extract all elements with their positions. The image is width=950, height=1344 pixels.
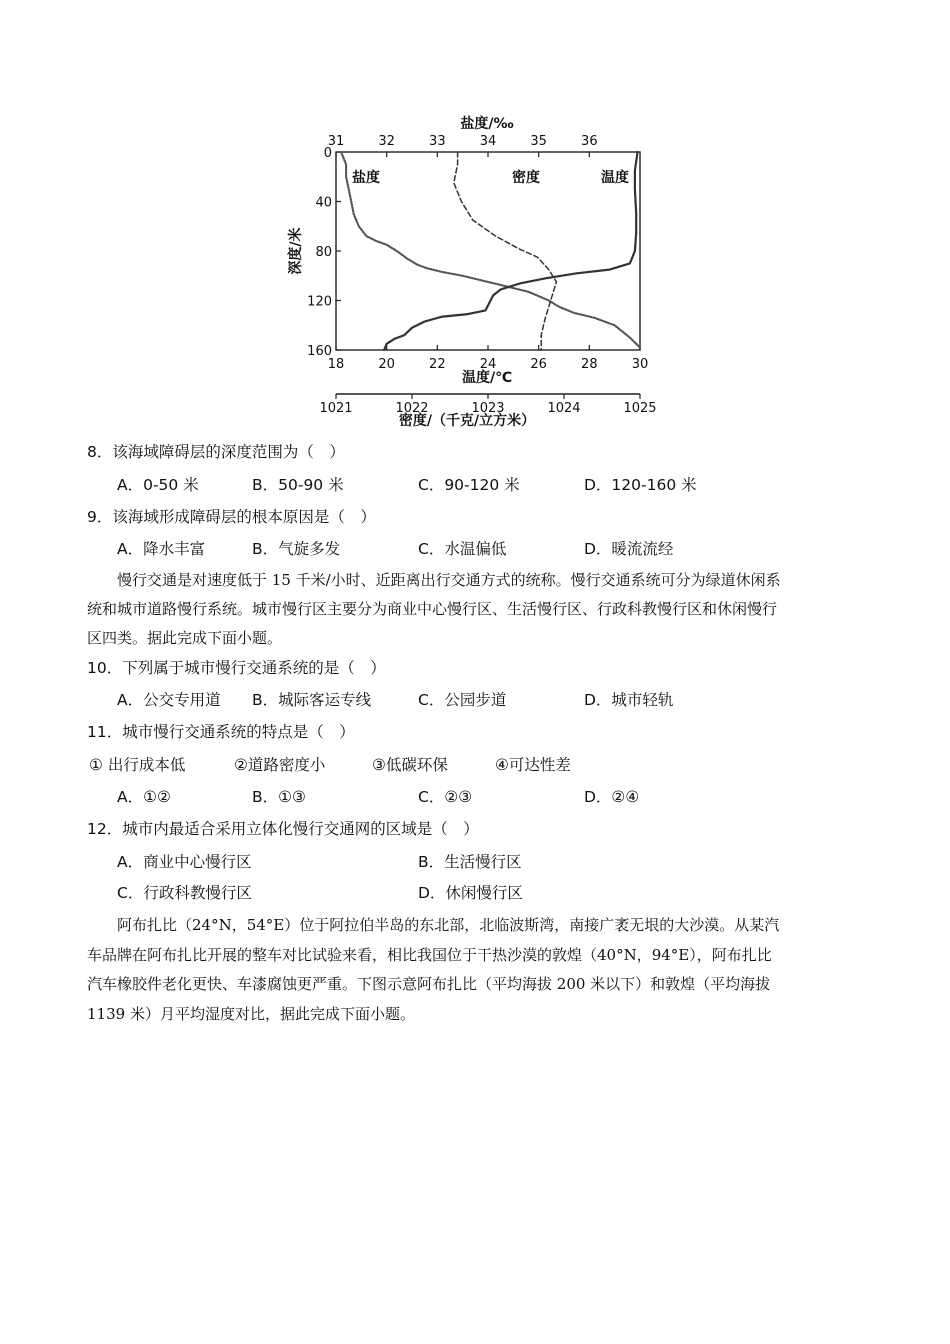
y-axis-title: 深度/米 bbox=[288, 227, 304, 275]
top-tick-label: 34 bbox=[479, 134, 497, 149]
series-label-density: 密度 bbox=[512, 170, 540, 186]
top-tick-label: 35 bbox=[530, 134, 547, 149]
q10-option-d: D．城市轻轨 bbox=[584, 691, 674, 709]
y-tick-label: 160 bbox=[307, 344, 332, 359]
q12-option-a: A．商业中心慢行区 bbox=[117, 853, 252, 871]
bottom-tick-label: 20 bbox=[378, 357, 395, 372]
q9-option-d: D．暖流流经 bbox=[584, 540, 674, 558]
q11-statement-2: ②道路密度小 bbox=[234, 756, 326, 774]
bottom-tick-label: 24 bbox=[479, 357, 497, 372]
bottom-tick-label: 26 bbox=[530, 357, 547, 372]
q10-option-c: C．公园步道 bbox=[418, 691, 507, 709]
density-axis-title: 密度/（千克/立方米） bbox=[398, 413, 536, 429]
q9-option-a: A．降水丰富 bbox=[117, 540, 206, 558]
plot-frame bbox=[336, 152, 640, 350]
passage2-line3: 汽车橡胶件老化更快、车漆腐蚀更严重。下图示意阿布扎比（平均海拔 200 米以下）和敦煌（平均海拔 bbox=[87, 975, 771, 993]
q10-option-a: A．公交专用道 bbox=[117, 691, 221, 709]
series-label-temperature: 温度 bbox=[601, 170, 629, 186]
q11-option-c: C．②③ bbox=[418, 788, 473, 806]
q9-option-b: B．气旋多发 bbox=[252, 540, 341, 558]
top-tick-label: 36 bbox=[581, 134, 598, 149]
series-label-salinity: 盐度 bbox=[352, 170, 380, 186]
top-tick-label: 33 bbox=[429, 134, 446, 149]
q11-option-d: D．②④ bbox=[584, 788, 640, 806]
salinity-line bbox=[341, 152, 640, 348]
passage1-line2: 统和城市道路慢行系统。城市慢行区主要分为商业中心慢行区、生活慢行区、行政科教慢行区和休闲慢行 bbox=[87, 600, 778, 618]
q10-option-b: B．城际客运专线 bbox=[252, 691, 372, 709]
y-tick-label: 40 bbox=[315, 195, 332, 211]
top-tick-label: 32 bbox=[378, 134, 395, 149]
q11-option-a: A．①② bbox=[117, 788, 171, 806]
passage2-line2: 车品牌在阿布扎比开展的整车对比试验来看，相比我国位于干热沙漠的敦煌（40°N，94°E），阿布扎比 bbox=[87, 946, 772, 964]
q9-option-c: C．水温偏低 bbox=[418, 540, 507, 558]
density-tick-label: 1021 bbox=[319, 401, 353, 416]
bottom-tick-label: 22 bbox=[429, 357, 446, 372]
density-tick-label: 1025 bbox=[623, 401, 657, 416]
q12-option-c: C．行政科教慢行区 bbox=[117, 884, 252, 902]
bottom-tick-label: 18 bbox=[327, 357, 345, 372]
question-11: 11．城市慢行交通系统的特点是（ ） bbox=[87, 723, 355, 741]
density-tick-label: 1023 bbox=[471, 401, 505, 416]
q11-statement-4: ④可达性差 bbox=[495, 756, 571, 774]
question-10: 10．下列属于城市慢行交通系统的是（ ） bbox=[87, 659, 386, 677]
density-line bbox=[454, 152, 557, 350]
ocean-profile-chart bbox=[0, 0, 950, 440]
question-9: 9．该海域形成障碍层的根本原因是（ ） bbox=[87, 508, 376, 526]
passage1-line1: 慢行交通是对速度低于 15 千米/小时、近距离出行交通方式的统称。慢行交通系统可分为绿道休闲系 bbox=[117, 571, 781, 589]
q8-option-d: D．120-160 米 bbox=[584, 476, 697, 494]
passage1-line3: 区四类。据此完成下面小题。 bbox=[87, 629, 283, 647]
q8-option-c: C．90-120 米 bbox=[418, 476, 520, 494]
density-tick-label: 1022 bbox=[395, 401, 429, 416]
q8-option-a: A．0-50 米 bbox=[117, 476, 199, 494]
question-12: 12．城市内最适合采用立体化慢行交通网的区域是（ ） bbox=[87, 820, 479, 838]
bottom-tick-label: 28 bbox=[581, 357, 598, 372]
q11-statement-3: ③低碳环保 bbox=[372, 756, 448, 774]
y-tick-label: 0 bbox=[323, 146, 332, 161]
density-tick-label: 1024 bbox=[547, 401, 581, 416]
q11-statement-1: ① 出行成本低 bbox=[89, 756, 186, 774]
top-axis-title: 盐度/‰ bbox=[460, 116, 514, 132]
passage2-line1: 阿布扎比（24°N，54°E）位于阿拉伯半岛的东北部，北临波斯湾，南接广袤无垠的大沙漠。从某汽 bbox=[117, 916, 780, 934]
passage2-line4: 1139 米）月平均湿度对比，据此完成下面小题。 bbox=[87, 1005, 415, 1023]
y-tick-label: 80 bbox=[315, 245, 332, 260]
q8-option-b: B．50-90 米 bbox=[252, 476, 344, 494]
q12-option-d: D．休闲慢行区 bbox=[418, 884, 523, 902]
top-tick-label: 31 bbox=[327, 134, 345, 149]
q11-option-b: B．①③ bbox=[252, 788, 306, 806]
bottom-axis-title: 温度/℃ bbox=[461, 370, 513, 386]
q12-option-b: B．生活慢行区 bbox=[418, 853, 522, 871]
y-tick-label: 120 bbox=[307, 294, 332, 310]
question-8: 8．该海域障碍层的深度范围为（ ） bbox=[87, 443, 345, 461]
bottom-tick-label: 30 bbox=[631, 357, 649, 372]
